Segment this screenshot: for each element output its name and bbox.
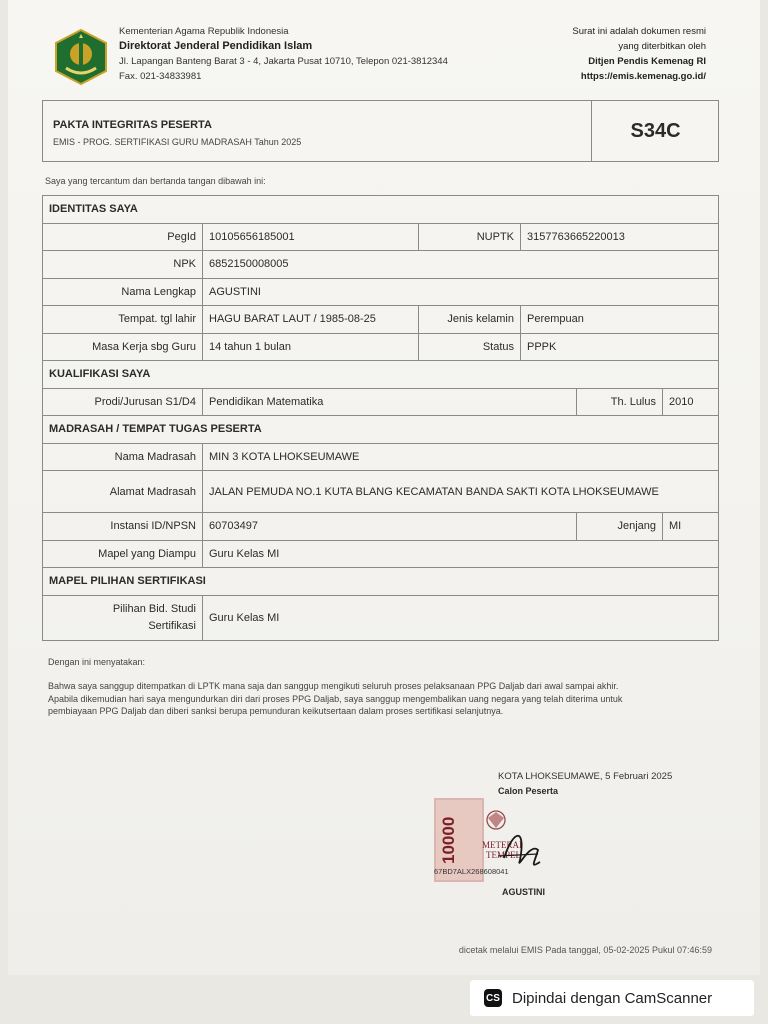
statement-line: Apabila dikemudian hari saya mengundurkan diri dari proses PPG Daljab, saya sanggup mengembalikan uang negara yang telah diterima untuk (48, 693, 623, 704)
madrasah-name-value: MIN 3 KOTA LHOKSEUMAWE (203, 443, 719, 471)
ministry-name: Kementerian Agama Republik Indonesia (119, 26, 289, 37)
table-row (43, 333, 719, 361)
directorate-name: Direktorat Jenderal Pendidikan Islam (119, 40, 313, 52)
place-date: KOTA LHOKSEUMAWE, 5 Februari 2025 (498, 771, 673, 782)
table-row (43, 513, 719, 541)
field-label: Th. Lulus (577, 388, 663, 416)
section-title: KUALIFIKASI SAYA (43, 361, 719, 389)
ttl-value: HAGU BARAT LAUT / 1985-08-25 (203, 306, 419, 334)
table-row (43, 251, 719, 279)
npk-value: 6852150008005 (203, 251, 719, 279)
signer-role: Calon Peserta (498, 786, 559, 796)
section-header-pilihan (43, 568, 719, 596)
masa-value: 14 tahun 1 bulan (203, 333, 419, 361)
field-label: Jenjang (577, 513, 663, 541)
nama-value: AGUSTINI (203, 278, 719, 306)
table-row (43, 306, 719, 334)
madrasah-address-value: JALAN PEMUDA NO.1 KUTA BLANG KECAMATAN BANDA SAKTI KOTA LHOKSEUMAWE (203, 471, 719, 513)
section-header-madrasah (43, 416, 719, 444)
field-label: Nama Lengkap (43, 278, 203, 306)
stamp-word-2: TEMPEL (486, 850, 521, 860)
camscanner-watermark (470, 980, 754, 1016)
field-label: PegId (43, 223, 203, 251)
table-row (43, 471, 719, 513)
field-label: NUPTK (419, 223, 521, 251)
field-label: Alamat Madrasah (43, 471, 203, 513)
table-row (43, 443, 719, 471)
ministry-address: Jl. Lapangan Banteng Barat 3 - 4, Jakarta Pusat 10710, Telepon 021-3812344 (119, 56, 448, 67)
jk-value: Perempuan (521, 306, 719, 334)
meterai-stamp-with-signature (434, 798, 542, 882)
section-header-identitas (43, 196, 719, 224)
field-label-line: Pilihan Bid. Studi (112, 602, 196, 615)
document-title: PAKTA INTEGRITAS PESERTA (53, 119, 212, 131)
field-label: Status (419, 333, 521, 361)
statement-lead: Dengan ini menyatakan: (48, 657, 146, 667)
statement-line: Bahwa saya sanggup ditempatkan di LPTK mana saja dan sanggup mengikuti seluruh proses pelaksanaan PPG Daljab dari awal sampai akhir. (48, 681, 619, 691)
pegid-value: 10105656185001 (203, 223, 419, 251)
document-subtitle: EMIS - PROG. SERTIFIKASI GURU MADRASAH Tahun 2025 (53, 137, 302, 147)
section-title: IDENTITAS SAYA (43, 196, 719, 224)
section-title: MAPEL PILIHAN SERTIFIKASI (43, 568, 719, 596)
participant-data-table (42, 195, 719, 641)
kemenag-logo-icon (52, 28, 110, 86)
field-label: Instansi ID/NPSN (43, 513, 203, 541)
section-title: MADRASAH / TEMPAT TUGAS PESERTA (43, 416, 719, 444)
ministry-fax: Fax. 021-34833981 (119, 71, 202, 82)
notice-line-3: Ditjen Pendis Kemenag RI (588, 56, 706, 67)
field-label (43, 595, 203, 640)
signer-name: AGUSTINI (502, 887, 546, 897)
ministry-header (119, 24, 448, 84)
field-label: Prodi/Jurusan S1/D4 (43, 388, 203, 416)
section-header-kualifikasi (43, 361, 719, 389)
official-notice (572, 24, 706, 84)
title-box (42, 100, 719, 162)
nuptk-value: 3157763665220013 (521, 223, 719, 251)
table-row (43, 223, 719, 251)
npsn-value: 60703497 (203, 513, 577, 541)
jenjang-value: MI (663, 513, 719, 541)
mapel-value: Guru Kelas MI (203, 540, 719, 568)
camscanner-label: Dipindai dengan CamScanner (512, 989, 713, 1007)
table-row (43, 278, 719, 306)
notice-url: https://emis.kemenag.go.id/ (580, 71, 706, 82)
statement-line: pembiayaan PPG Daljab dan diberi sanksi berupa pemunduran keikutsertaan dalam proses sertifikasi selanjutnya. (48, 706, 504, 716)
status-value: PPPK (521, 333, 719, 361)
field-label: Nama Madrasah (43, 443, 203, 471)
pilihan-value: Guru Kelas MI (203, 595, 719, 640)
field-label: Mapel yang Diampu (43, 540, 203, 568)
stamp-value: 10000 (439, 816, 458, 864)
notice-line-1: Surat ini adalah dokumen resmi (572, 26, 706, 37)
table-row (43, 595, 719, 640)
stamp-word-1: METERAI (482, 840, 522, 850)
field-label-line: Sertifikasi (148, 619, 196, 632)
statement-paragraph (48, 680, 728, 718)
field-label: NPK (43, 251, 203, 279)
field-label: Jenis kelamin (419, 306, 521, 334)
print-timestamp: dicetak melalui EMIS Pada tanggal, 05-02-2025 Pukul 07:46:59 (458, 945, 712, 955)
table-row (43, 388, 719, 416)
field-label: Tempat. tgl lahir (43, 306, 203, 334)
notice-line-2: yang diterbitkan oleh (618, 41, 706, 52)
prodi-value: Pendidikan Matematika (203, 388, 577, 416)
field-label: Masa Kerja sbg Guru (43, 333, 203, 361)
camscanner-icon: CS (484, 989, 502, 1007)
document-code: S34C (591, 101, 719, 161)
table-row (43, 540, 719, 568)
stamp-serial: 67BD7ALX268608041 (434, 867, 509, 876)
lulus-value: 2010 (663, 388, 719, 416)
intro-text: Saya yang tercantum dan bertanda tangan dibawah ini: (45, 176, 266, 186)
